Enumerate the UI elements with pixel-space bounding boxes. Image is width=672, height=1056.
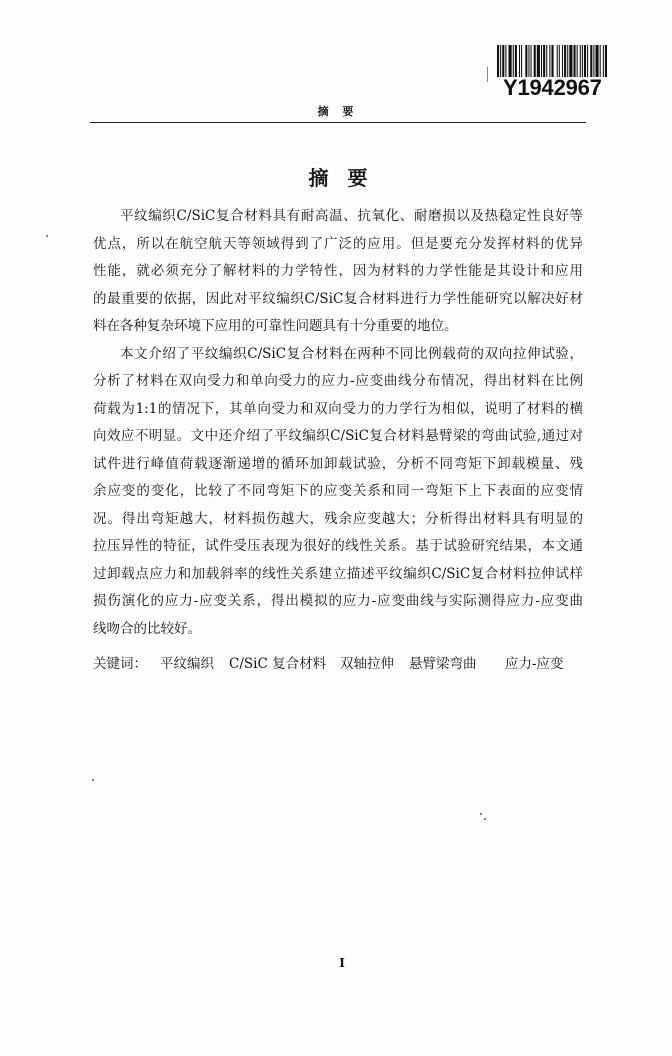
barcode-bar [559, 45, 560, 77]
barcode-bar [582, 45, 583, 77]
barcode-bar [497, 45, 499, 77]
barcode-bar [603, 45, 604, 77]
barcode-bar [573, 45, 575, 77]
barcode-bar [600, 45, 601, 77]
abstract-line: 线吻合的比较好。 [93, 620, 201, 637]
scan-tick-mark [487, 67, 488, 82]
abstract-line: 的最重要的依据，因此对平纹编织C/SiC复合材料进行力学性能研究以解决好材 [93, 290, 583, 307]
barcode-bar [569, 45, 572, 77]
barcode-number: Y1942967 [503, 75, 602, 100]
keyword: 双轴拉伸 [340, 656, 394, 672]
abstract-paragraph-2 [93, 341, 583, 644]
abstract-line: 优点，所以在航空航天等领域得到了广泛的应用。但是要充分发挥材料的优异 [93, 235, 583, 252]
running-header: 摘 要 [317, 105, 359, 118]
abstract-line: 平纹编织C/SiC复合材料具有耐高温、抗氧化、耐磨损以及热稳定性良好等 [120, 208, 583, 224]
scan-speck [92, 779, 94, 781]
barcode-bar [587, 45, 588, 77]
header-rule [90, 122, 586, 123]
barcode-bar [580, 45, 581, 77]
barcode-bar [502, 45, 504, 77]
keyword: 平纹编织 [160, 656, 214, 672]
barcode-bar [521, 45, 522, 77]
barcode-bar [513, 45, 514, 77]
barcode-bar [546, 45, 547, 77]
abstract-title: 摘 要 [308, 166, 374, 190]
barcode-bar [595, 45, 598, 77]
keywords-line [0, 651, 672, 679]
barcode-bar [551, 45, 553, 77]
barcode-bar [593, 45, 594, 77]
abstract-line: 拉压异性的特征，试件受压表现为很好的线性关系。基于试验研究结果，本文通 [93, 538, 583, 554]
barcode-bar [537, 45, 540, 77]
barcode-bar [509, 45, 512, 77]
barcode-bar [500, 45, 501, 77]
abstract-line: 本文介绍了平纹编织C/SiC复合材料在两种不同比例载荷的双向拉伸试验， [120, 345, 583, 362]
abstract-line: 损伤演化的应力-应变关系，得出模拟的应力-应变曲线与实际测得应力-应变曲 [93, 593, 583, 609]
barcode-bar [557, 45, 558, 77]
barcode-bar [564, 45, 566, 77]
barcode-bar [515, 45, 517, 77]
barcode-bar [541, 45, 542, 77]
page-number: I [339, 956, 345, 970]
barcode-bar [567, 45, 568, 77]
keyword: C/SiC 复合材料 [229, 656, 327, 672]
barcode-bar [543, 45, 545, 77]
keyword: 悬臂梁弯曲 [409, 656, 477, 672]
barcode-bar [525, 45, 527, 77]
abstract-line: 分析了材料在双向受力和单向受力的应力-应变曲线分布情况，得出材料在比例 [93, 373, 583, 389]
barcode-bar [562, 45, 563, 77]
keyword: 应力-应变 [505, 656, 564, 672]
barcode-bar [549, 45, 550, 77]
barcode-bar [584, 45, 586, 77]
barcode-bar [577, 45, 578, 77]
abstract-line: 况。得出弯矩越大，材料损伤越大，残余应变越大；分析得出材料具有明显的 [93, 510, 583, 527]
abstract-line: 性能，就必须充分了解材料的力学特性，因为材料的力学性能是其设计和应用 [93, 263, 583, 279]
abstract-line: 料在各种复杂环境下应用的可靠性问题具有十分重要的地位。 [93, 318, 458, 334]
abstract-line: 向效应不明显。文中还介绍了平纹编织C/SiC复合材料悬臂梁的弯曲试验,通过对 [93, 428, 583, 444]
abstract-line: 过卸载点应力和加载斜率的线性关系建立描述平纹编织C/SiC复合材料拉伸试样 [93, 565, 583, 582]
barcode-bar [590, 45, 592, 77]
abstract-line: 试件进行峰值荷载逐渐递增的循环加卸载试验，分析不同弯矩下卸载模量、残 [93, 455, 583, 472]
barcode-bar [534, 45, 536, 77]
scan-speck [484, 818, 486, 820]
barcode-bar [605, 45, 607, 77]
barcode-bar [519, 45, 520, 77]
scan-speck [480, 813, 482, 815]
scan-speck [46, 235, 48, 237]
abstract-line: 荷载为1:1的情况下，其单向受力和双向受力的力学行为相似，说明了材料的横 [93, 400, 583, 417]
barcode-bar [505, 45, 506, 77]
abstract-paragraph-1 [93, 203, 583, 341]
keywords-label: 关键词： [93, 656, 147, 672]
barcode-bar [528, 45, 529, 77]
barcode [497, 45, 607, 78]
abstract-body [93, 203, 583, 643]
abstract-line: 余应变的变化，比较了不同弯矩下的应变关系和同一弯矩下上下表面的应变情 [93, 483, 583, 499]
barcode-bar [531, 45, 532, 77]
